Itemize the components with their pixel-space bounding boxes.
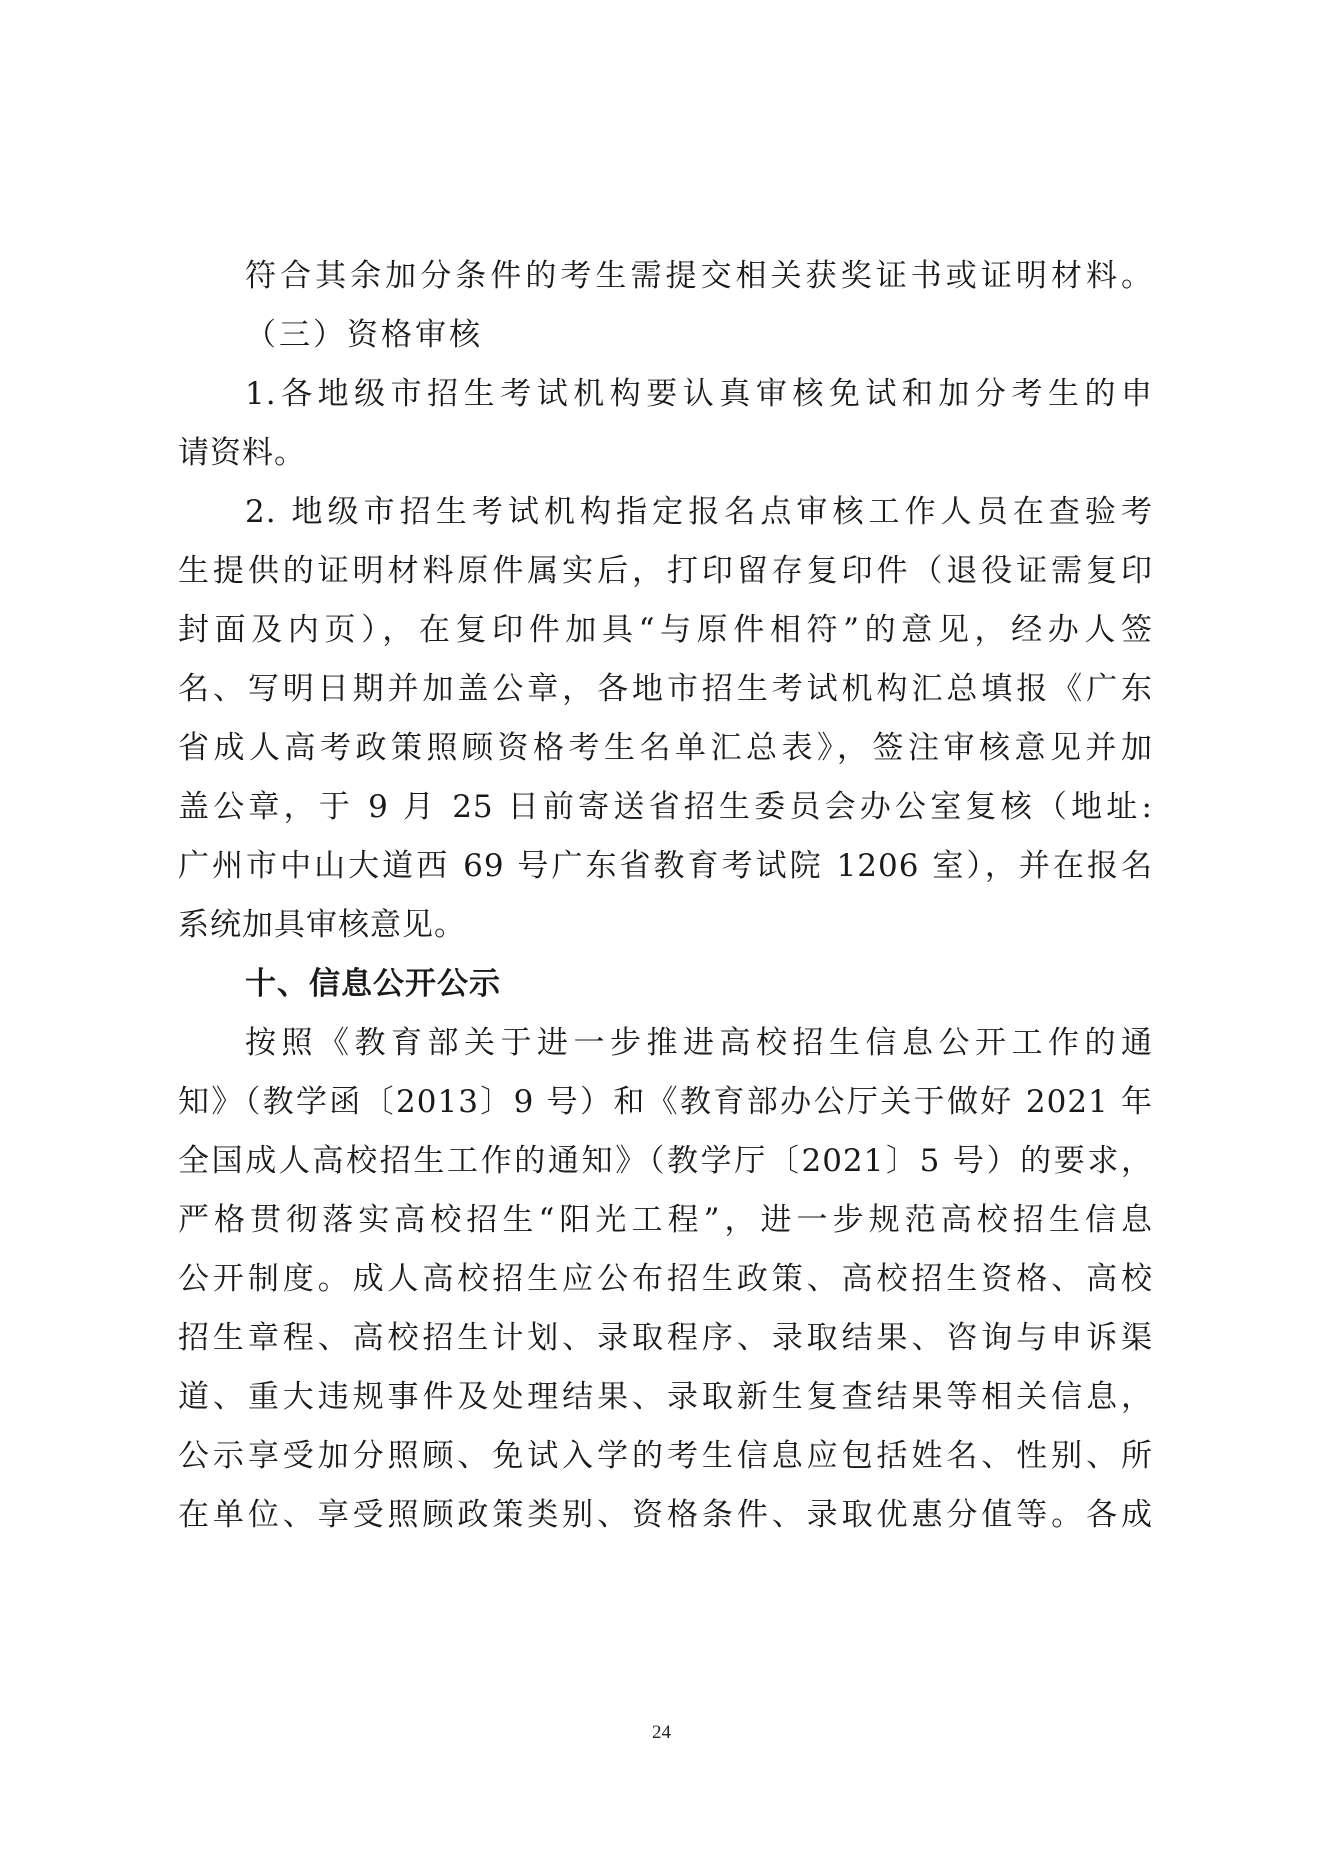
paragraph-line: 公示享受加分照顾、免试入学的考生信息应包括姓名、性别、所 — [178, 1438, 1153, 1474]
paragraph-line: 请资料。 — [178, 435, 306, 471]
paragraph-line: 系统加具审核意见。 — [178, 907, 466, 943]
paragraph-line: 在单位、享受照顾政策类别、资格条件、录取优惠分值等。各成 — [178, 1497, 1153, 1533]
paragraph-line: 知》（教学函〔2013〕9 号）和《教育部办公厅关于做好 2021 年 — [178, 1084, 1153, 1120]
paragraph-line: 道、重大违规事件及处理结果、录取新生复查结果等相关信息， — [178, 1379, 1153, 1415]
paragraph-line: 名、写明日期并加盖公章，各地市招生考试机构汇总填报《广东 — [178, 671, 1153, 707]
page-number: 24 — [652, 1722, 671, 1743]
paragraph-line: 盖公章，于 9 月 25 日前寄送省招生委员会办公室复核（地址: — [178, 789, 1153, 825]
paragraph-line: 全国成人高校招生工作的通知》（教学厅〔2021〕5 号）的要求， — [178, 1143, 1153, 1179]
paragraph-line: 1.各地级市招生考试机构要认真审核免试和加分考生的申 — [245, 376, 1153, 412]
paragraph-line: 符合其余加分条件的考生需提交相关获奖证书或证明材料。 — [245, 258, 1153, 294]
paragraph-line: 按照《教育部关于进一步推进高校招生信息公开工作的通 — [245, 1025, 1153, 1061]
paragraph-line: 封面及内页），在复印件加具“与原件相符”的意见，经办人签 — [178, 612, 1153, 648]
paragraph-line: 严格贯彻落实高校招生“阳光工程”，进一步规范高校招生信息 — [178, 1202, 1153, 1238]
paragraph-line: 公开制度。成人高校招生应公布招生政策、高校招生资格、高校 — [178, 1261, 1153, 1297]
paragraph-line: 招生章程、高校招生计划、录取程序、录取结果、咨询与申诉渠 — [178, 1320, 1153, 1356]
paragraph-line: 省成人高考政策照顾资格考生名单汇总表》，签注审核意见并加 — [178, 730, 1153, 766]
paragraph-line: 广州市中山大道西 69 号广东省教育考试院 1206 室），并在报名 — [178, 848, 1153, 884]
paragraph-line: 生提供的证明材料原件属实后，打印留存复印件（退役证需复印 — [178, 553, 1153, 589]
section-heading: 十、信息公开公示 — [245, 966, 501, 1002]
paragraph-line: 2. 地级市招生考试机构指定报名点审核工作人员在查验考 — [245, 494, 1153, 530]
section-subheading: （三）资格审核 — [245, 317, 483, 353]
